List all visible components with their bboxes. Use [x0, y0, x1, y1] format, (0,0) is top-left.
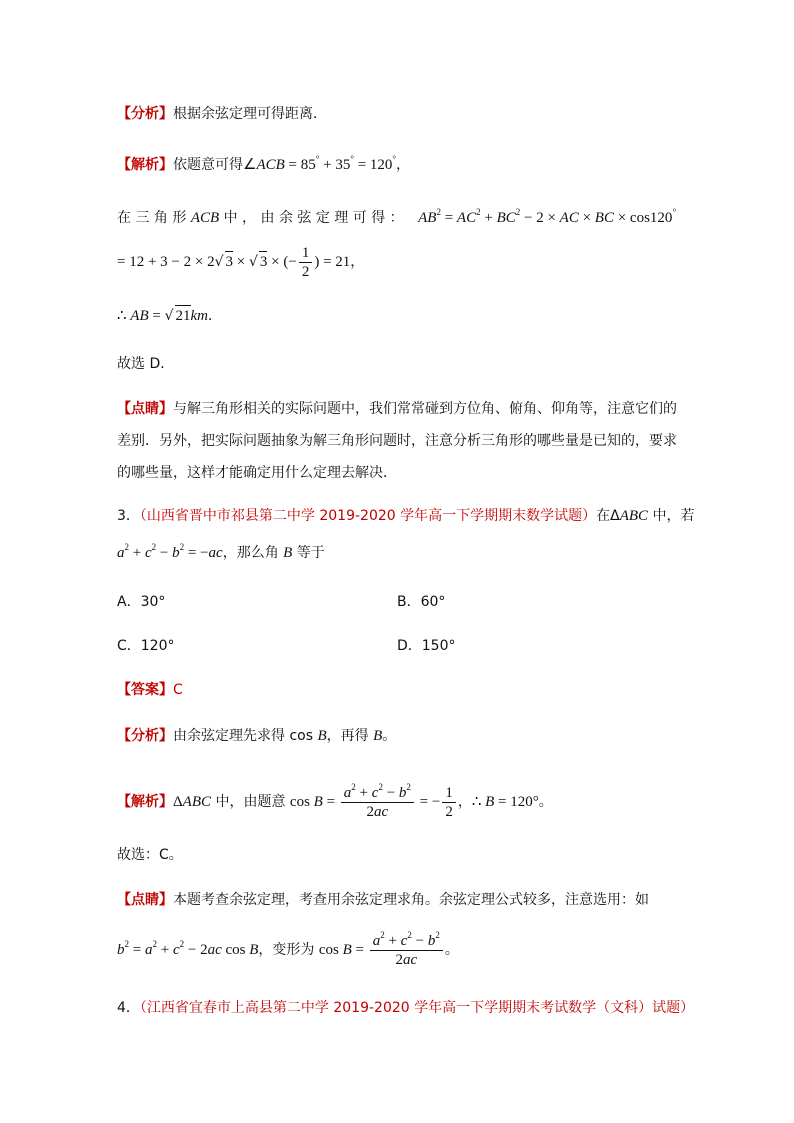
q4-number: 4． — [117, 1000, 140, 1016]
q3-solution-formula: ΔABC 中，由题意 cos B = $\frac{a^2 + c^2 - b^2}{2ac}$ = − $\frac{1}{2}$ ，∴ B = 120°。 — [173, 782, 553, 820]
comment-text-1c: 的哪些量，这样才能确定用什么定理去解决． — [117, 465, 397, 481]
analysis-line-1 — [117, 104, 327, 124]
choice-text-1: 故选 D． — [117, 356, 175, 372]
q3-options-row-2 — [117, 636, 677, 656]
q3-number: 3． — [117, 508, 140, 524]
solution-tag-2: 【解析】 — [117, 793, 173, 810]
comment-line-1 — [117, 399, 677, 419]
q3-analysis-line — [117, 726, 396, 746]
q3-option-a: A．30° — [117, 594, 166, 610]
solution-tag: 【解析】 — [117, 157, 173, 173]
comment-line-3 — [117, 463, 397, 483]
analysis-tag-2: 【分析】 — [117, 728, 173, 744]
solution-suffix: ， — [396, 157, 411, 173]
computation-formula: = 12 + 3 − 2 × 2√ 3 × √ 3 × (− $\frac{1}{2}$ ) = 21 — [117, 245, 351, 280]
computation-suffix: ， — [350, 253, 365, 270]
q3-options-row-1 — [117, 592, 677, 612]
triangle-name: ACB — [190, 210, 220, 226]
triangle-intro-text: 在 三 角 形 — [117, 210, 191, 226]
law-of-cosines-formula: $AB^2 = AC^2 + BC^2 - 2$ × AC × BC × cos120° — [418, 207, 677, 226]
q3-answer-line — [117, 680, 183, 700]
choice-line-1 — [117, 354, 174, 374]
result-formula: ∴ AB = √ 21km — [117, 308, 208, 324]
triangle-intro-text-2: 中 ， 由 余 弦 定 理 可 得 ： — [219, 210, 404, 226]
q3-stem-1: 在ΔABC 中，若 — [596, 508, 695, 524]
q3-answer: C — [173, 682, 183, 698]
angle-formula: ∠ACB = 85° + 35° = 120° — [243, 154, 397, 173]
q3-condition-formula: $a^2 + c^2 - b^2 = -ac$ — [117, 542, 223, 561]
result-line — [117, 305, 222, 326]
q4-source: （江西省宜春市上高县第二中学 2019-2020 学年高一下学期期末考试数学（文科）试题） — [139, 1000, 695, 1016]
law-of-cosines-line — [117, 208, 676, 228]
comment-line-2 — [117, 431, 677, 451]
computation-line — [117, 244, 364, 281]
q3-header — [117, 506, 695, 526]
q3-analysis-text: 由余弦定理先求得 cos B，再得 B。 — [173, 728, 397, 744]
comment-text-1b: 差别．另外，把实际问题抽象为解三角形问题时，注意分析三角形的哪些量是已知的，要求 — [117, 433, 677, 449]
answer-tag: 【答案】 — [117, 682, 173, 698]
analysis-tag: 【分析】 — [117, 106, 173, 122]
comment-text-2a: 本题考查余弦定理，考查用余弦定理求角。余弦定理公式较多，注意选用：如 — [173, 892, 649, 908]
solution-line-1 — [117, 155, 410, 175]
comment-tag-1: 【点睛】 — [117, 401, 173, 417]
q3-option-b: B．60° — [397, 594, 446, 610]
solution-prefix: 依题意可得 — [173, 157, 243, 173]
analysis-text: 根据余弦定理可得距离． — [173, 106, 327, 122]
q4-header — [117, 998, 694, 1018]
q3-source: （山西省晋中市祁县第二中学 2019-2020 学年高一下学期期末数学试题） — [139, 508, 597, 524]
comment-tag-2: 【点睛】 — [117, 892, 173, 908]
q3-stem-line-2 — [117, 543, 325, 563]
comment-text-1a: 与解三角形相关的实际问题中，我们常常碰到方位角、俯角、仰角等，注意它们的 — [173, 401, 677, 417]
q3-solution-line — [117, 784, 553, 821]
q3-option-d: D．150° — [397, 638, 456, 654]
q3-option-c: C．120° — [117, 638, 175, 654]
comment-line-5 — [117, 932, 459, 969]
choice-text-2: 故选：C。 — [117, 847, 183, 863]
q3-stem-2: ，那么角 B 等于 — [222, 545, 325, 561]
choice-line-2 — [117, 845, 183, 865]
comment-formula: $b^2 = a^2 + c^2 - 2ac$ cos B，变形为 cos B = $\frac{a^2 + c^2 - b^2}{2ac}$ 。 — [117, 930, 459, 968]
result-suffix: ． — [208, 308, 223, 324]
comment-line-4 — [117, 890, 649, 910]
